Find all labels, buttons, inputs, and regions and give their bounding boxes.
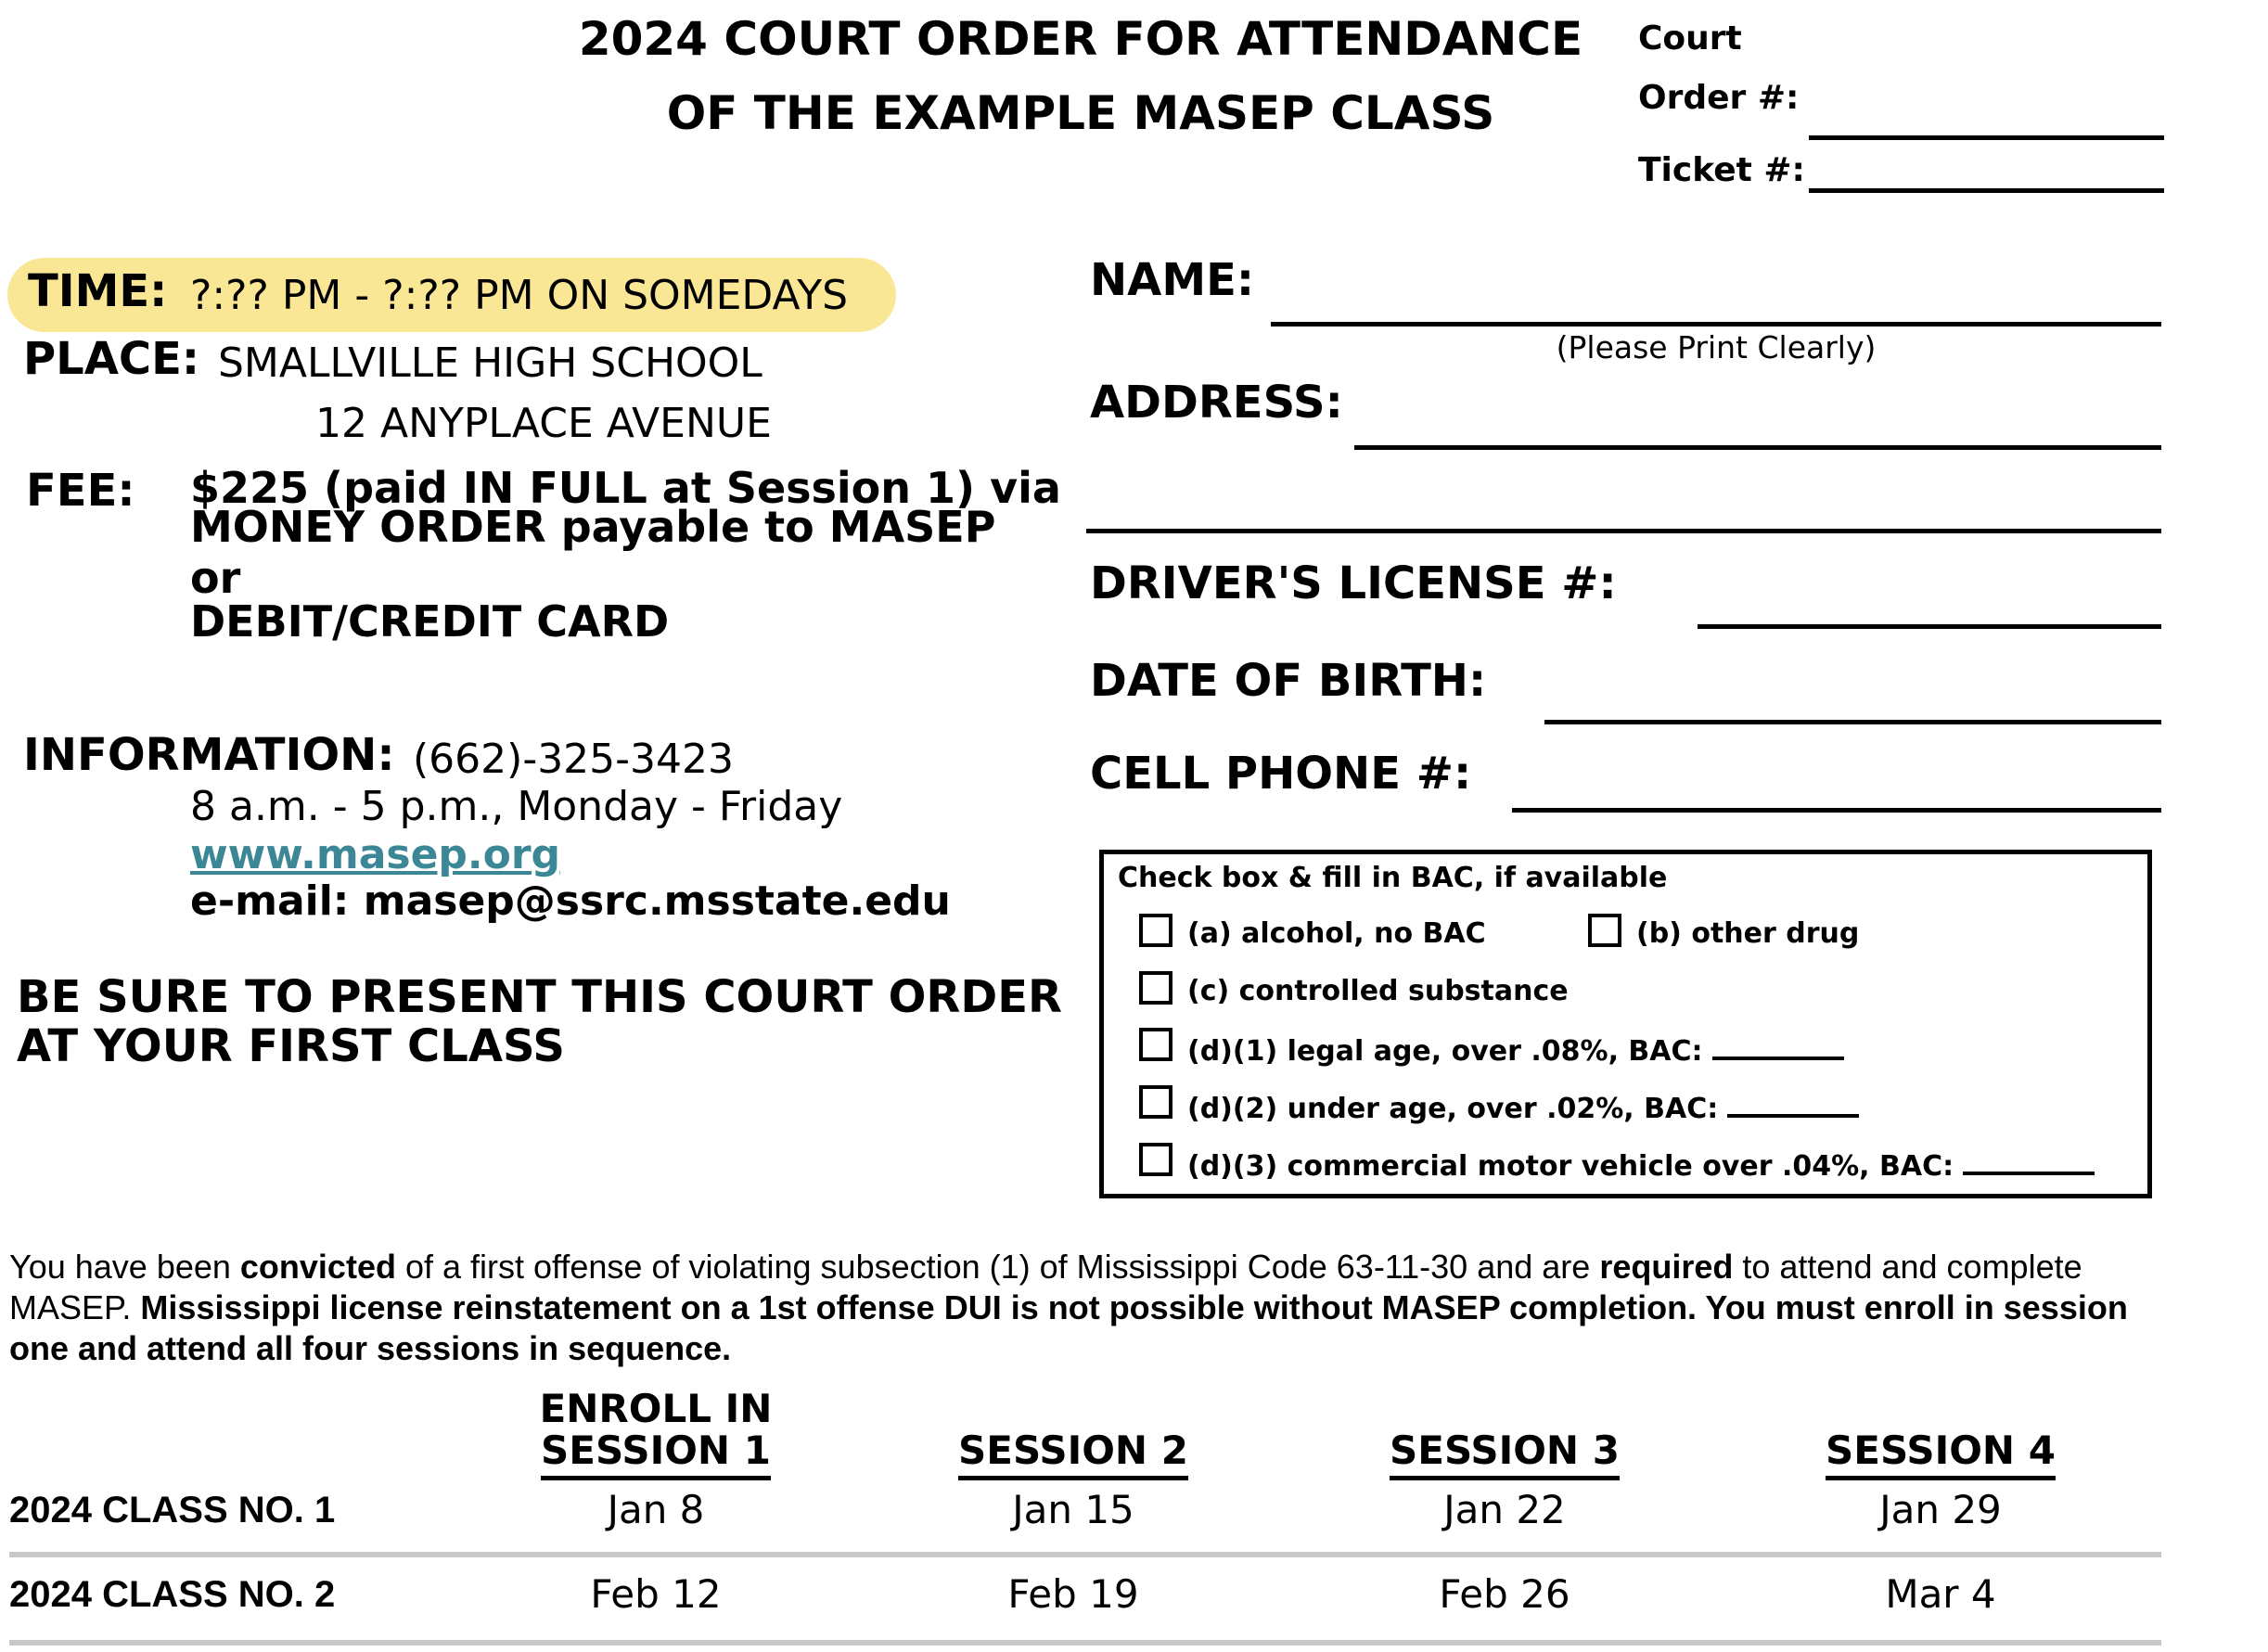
d3-bac-blank[interactable] (1963, 1147, 2095, 1175)
checkbox-d2-under-age-label (1187, 1090, 1859, 1125)
session4-header-text: SESSION 4 (1826, 1428, 2056, 1480)
time-value: ?:?? PM - ?:?? PM ON SOMEDAYS (190, 272, 849, 319)
checkbox-d1-legal-age-label (1187, 1032, 1844, 1068)
address-blank-line1[interactable] (1354, 445, 2161, 450)
checkbox-other-drug[interactable] (1588, 914, 1621, 947)
schedule-row-divider-1 (9, 1552, 2161, 1557)
ticket-number-label: Ticket #: (1638, 151, 1805, 189)
date-of-birth-label: DATE OF BIRTH: (1090, 655, 1487, 707)
information-phone: (662)-325-3423 (413, 736, 735, 783)
checkbox-controlled-substance-label: (c) controlled substance (1187, 975, 1569, 1007)
checkbox-controlled-substance[interactable] (1139, 971, 1172, 1005)
date-of-birth-blank[interactable] (1544, 720, 2161, 724)
session3-header-text: SESSION 3 (1390, 1428, 1620, 1480)
court-label: Court (1638, 19, 1742, 58)
d1-label-text: (d)(1) legal age, over .08%, BAC: (1187, 1035, 1703, 1068)
information-label: INFORMATION: (23, 729, 395, 781)
time-label: TIME: (28, 265, 168, 317)
session1-header-text: SESSION 1 (541, 1428, 771, 1480)
bac-panel (1099, 850, 2152, 1198)
paragraph-seg6-bold: Mississippi license reinstatement on a 1st offense DUI is not possible without MASEP completion. You must enroll in session one and attend all four sessions in sequence. (9, 1288, 2128, 1367)
fee-label: FEE: (26, 465, 135, 517)
fee-line1: $225 (paid IN FULL at Session 1) via (190, 463, 1061, 513)
class1-session3-date: Jan 22 (1443, 1487, 1566, 1532)
checkbox-d2-under-age[interactable] (1139, 1085, 1172, 1119)
cell-phone-label: CELL PHONE #: (1090, 748, 1472, 800)
paragraph-seg3: of a first offense of violating subsection (1) of Mississippi Code 63-11-30 and are (395, 1248, 1600, 1286)
class1-row-label: 2024 CLASS NO. 1 (9, 1490, 336, 1530)
place-label: PLACE: (23, 333, 200, 385)
checkbox-alcohol-no-bac-label: (a) alcohol, no BAC (1187, 917, 1486, 950)
drivers-license-label: DRIVER'S LICENSE #: (1090, 557, 1617, 609)
class2-session3-date: Feb 26 (1439, 1571, 1570, 1617)
place-address-line2: 12 ANYPLACE AVENUE (315, 400, 772, 447)
checkbox-other-drug-label: (b) other drug (1636, 917, 1860, 950)
ticket-number-blank[interactable] (1809, 188, 2164, 193)
present-order-notice-line2: AT YOUR FIRST CLASS (17, 1020, 565, 1072)
class1-session4-date: Jan 29 (1879, 1487, 2002, 1532)
schedule-header-enroll-in: ENROLL IN (539, 1386, 773, 1431)
d2-bac-blank[interactable] (1727, 1090, 1859, 1118)
address-label: ADDRESS: (1090, 377, 1343, 429)
name-blank[interactable] (1271, 322, 2161, 327)
fee-line3: or (190, 553, 241, 603)
information-hours: 8 a.m. - 5 p.m., Monday - Friday (190, 783, 843, 830)
d2-label-text: (d)(2) under age, over .02%, BAC: (1187, 1093, 1719, 1125)
class1-session2-date: Jan 15 (1012, 1487, 1134, 1532)
paragraph-seg5: to attend and complete MASEP. (9, 1248, 2082, 1326)
schedule-header-session4 (1801, 1428, 2080, 1472)
class2-session4-date: Mar 4 (1885, 1571, 1996, 1617)
name-label: NAME: (1090, 254, 1255, 306)
masep-website-link[interactable]: www.masep.org (190, 831, 561, 878)
schedule-row-divider-2 (9, 1640, 2161, 1646)
d1-bac-blank[interactable] (1712, 1032, 1844, 1060)
d3-label-text: (d)(3) commercial motor vehicle over .04%, BAC: (1187, 1150, 1954, 1183)
name-hint: (Please Print Clearly) (1556, 329, 1877, 365)
checkbox-d3-commercial-vehicle[interactable] (1139, 1143, 1172, 1176)
bac-panel-title: Check box & fill in BAC, if available (1118, 862, 1668, 894)
court-order-number-label: Order #: (1638, 79, 1800, 117)
paragraph-seg4-bold: required (1599, 1248, 1734, 1286)
fee-line2: MONEY ORDER payable to MASEP (190, 502, 996, 552)
class2-session1-date: Feb 12 (590, 1571, 722, 1617)
paragraph-seg1: You have been (9, 1248, 240, 1286)
information-email: e-mail: masep@ssrc.msstate.edu (190, 877, 951, 925)
class2-row-label: 2024 CLASS NO. 2 (9, 1574, 336, 1615)
conviction-paragraph (9, 1247, 2143, 1369)
court-order-number-blank[interactable] (1809, 135, 2164, 140)
session2-header-text: SESSION 2 (958, 1428, 1188, 1480)
schedule-header-session2 (934, 1428, 1212, 1472)
checkbox-d1-legal-age[interactable] (1139, 1028, 1172, 1061)
place-value: SMALLVILLE HIGH SCHOOL (218, 339, 762, 387)
class1-session1-date: Jan 8 (607, 1487, 705, 1532)
present-order-notice-line1: BE SURE TO PRESENT THIS COURT ORDER (17, 971, 1062, 1023)
class2-session2-date: Feb 19 (1007, 1571, 1139, 1617)
address-blank-line2[interactable] (1086, 529, 2161, 533)
fee-line4: DEBIT/CREDIT CARD (190, 596, 670, 647)
drivers-license-blank[interactable] (1698, 624, 2161, 629)
checkbox-d3-commercial-vehicle-label (1187, 1147, 2095, 1183)
cell-phone-blank[interactable] (1512, 808, 2161, 813)
schedule-header-session3 (1365, 1428, 1644, 1472)
page-title-line2: OF THE EXAMPLE MASEP CLASS (666, 86, 1495, 140)
paragraph-seg2-bold: convicted (239, 1248, 396, 1286)
checkbox-alcohol-no-bac[interactable] (1139, 914, 1172, 947)
page-title-line1: 2024 COURT ORDER FOR ATTENDANCE (578, 12, 1583, 66)
schedule-header-session1 (517, 1428, 795, 1472)
